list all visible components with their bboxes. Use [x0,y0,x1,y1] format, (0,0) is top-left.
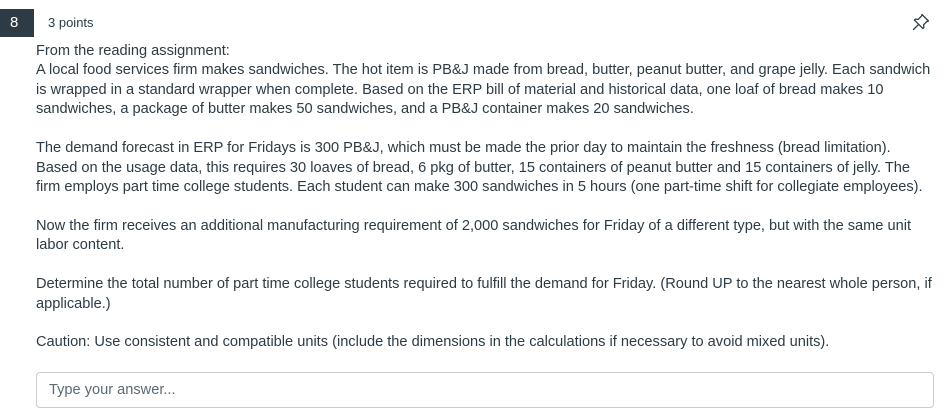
question-paragraph-additional: Now the firm receives an additional manufacturing requirement of 2,000 sandwiches for Friday of a different type, but with the same unit labor content. [36,217,912,254]
question-number-badge: 8 [0,9,34,37]
question-paragraph-task: Determine the total number of part time college students required to fulfill the demand for Friday. (Round UP to the nearest whole person, if applicable.) [36,276,932,312]
question-paragraph-caution: Caution: Use consistent and compatible units (include the dimensions in the calculations if necessary to avoid mixed units). [36,334,830,351]
pin-icon[interactable] [911,12,931,32]
question-points: 3 points [48,15,94,30]
question-paragraph-forecast: The demand forecast in ERP for Fridays is 300 PB&J, which must be made the prior day to maintain the freshness (bread limitation). Based on the usage data, this requires 30 loaves of bread, 6 pkg of butter, 15 containers of peanut butter and 15 containers of jelly. The firm employs part time college students. Each student can make 300 sandwiches in 5 hours (one part-time shift for collegiate employees). [36,140,923,195]
question-header [0,0,949,40]
question-paragraph-scenario: A local food services firm makes sandwiches. The hot item is PB&J made from bread, butter, peanut butter, and grape jelly. Each sandwich is wrapped in a standard wrapper when complete. Based on the ERP bill of material and historical data, one loaf of bread makes 10 sandwiches, a package of butter makes 50 sandwiches, and a PB&J container makes 20 sandwiches. [36,62,931,118]
question-text [36,42,936,353]
answer-input[interactable] [36,372,934,408]
question-paragraph-intro: From the reading assignment: [36,43,230,59]
